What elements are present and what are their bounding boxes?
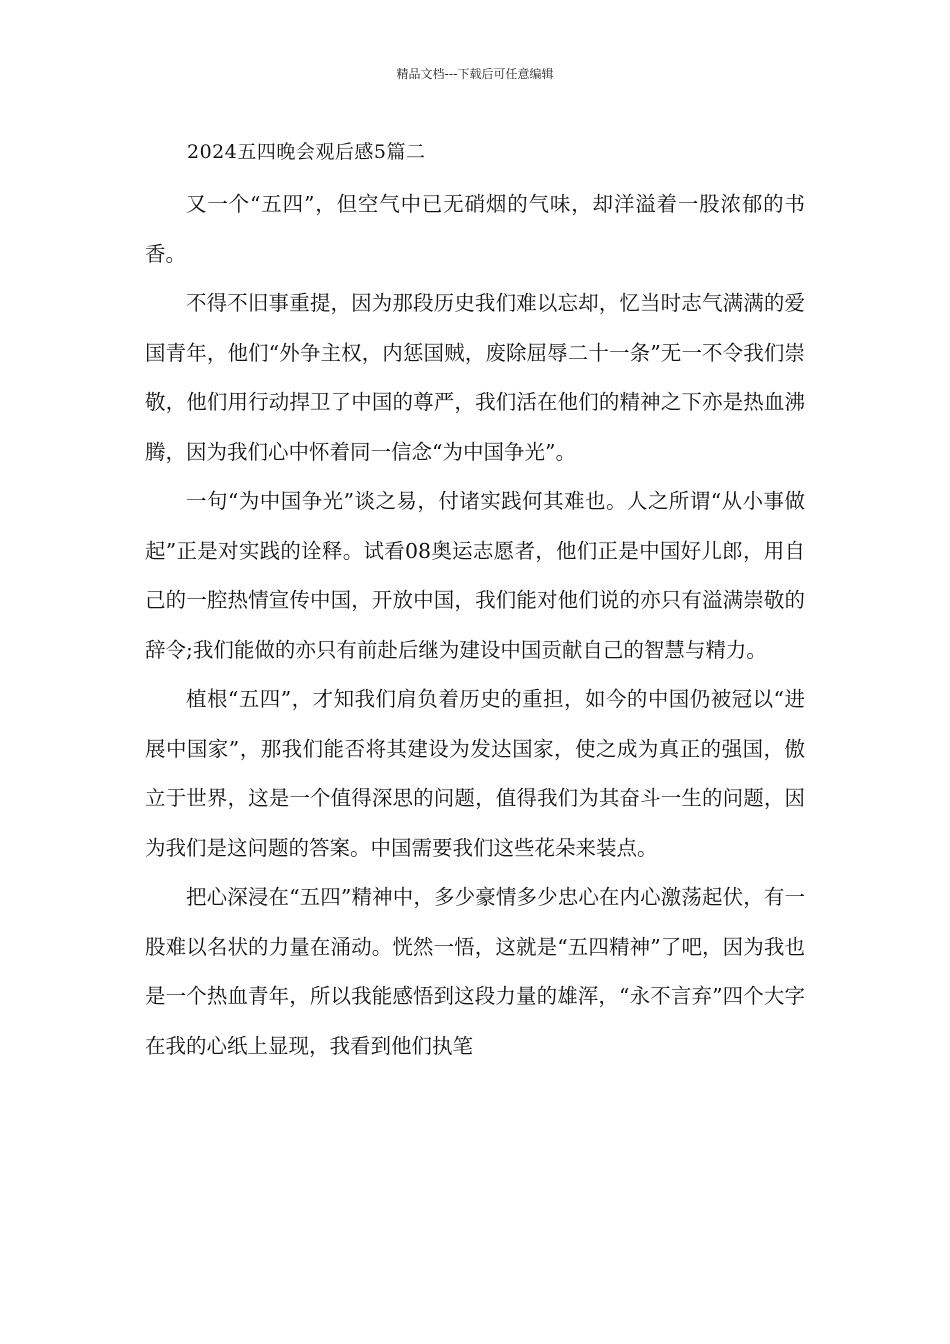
paragraph: 植根“五四”，才知我们肩负着历史的重担，如今的中国仍被冠以“进展中国家”，那我们能否将其建设为发达国家，使之成为真正的强国，傲立于世界，这是一个值得深思的问题，值得我们为其奋斗一生的问题，因为我们是这问题的答案。中国需要我们这些花朵来装点。 <box>145 687 805 860</box>
paragraph: 把心深浸在“五四”精神中，多少豪情多少忠心在内心激荡起伏，有一股难以名状的力量在涌动。恍然一悟，这就是“五四精神”了吧，因为我也是一个热血青年，所以我能感悟到这段力量的雄浑，“永不言弃”四个大字在我的心纸上显现，我看到他们执笔 <box>145 885 805 1058</box>
page-header: 精品文档---下载后可任意编辑 <box>396 67 554 81</box>
paragraph: 又一个“五四”，但空气中已无硝烟的气味，却洋溢着一股浓郁的书香。 <box>145 192 805 266</box>
paragraph: 一句“为中国争光”谈之易，付诸实践何其难也。人之所谓“从小事做起”正是对实践的诠释。试看08奥运志愿者，他们正是中国好儿郎，用自己的一腔热情宣传中国，开放中国，我们能对他们说的亦只有溢满崇敬的辞令;我们能做的亦只有前赴后继为建设中国贡献自己的智慧与精力。 <box>145 489 805 662</box>
document-body <box>145 124 805 1071</box>
document-title: 2024五四晚会观后感5篇二 <box>187 141 426 163</box>
paragraph: 不得不旧事重提，因为那段历史我们难以忘却，忆当时志气满满的爱国青年，他们“外争主权，内惩国贼，废除屈辱二十一条”无一不令我们崇敬，他们用行动捍卫了中国的尊严，我们活在他们的精神之下亦是热血沸腾，因为我们心中怀着同一信念“为中国争光”。 <box>145 291 805 464</box>
